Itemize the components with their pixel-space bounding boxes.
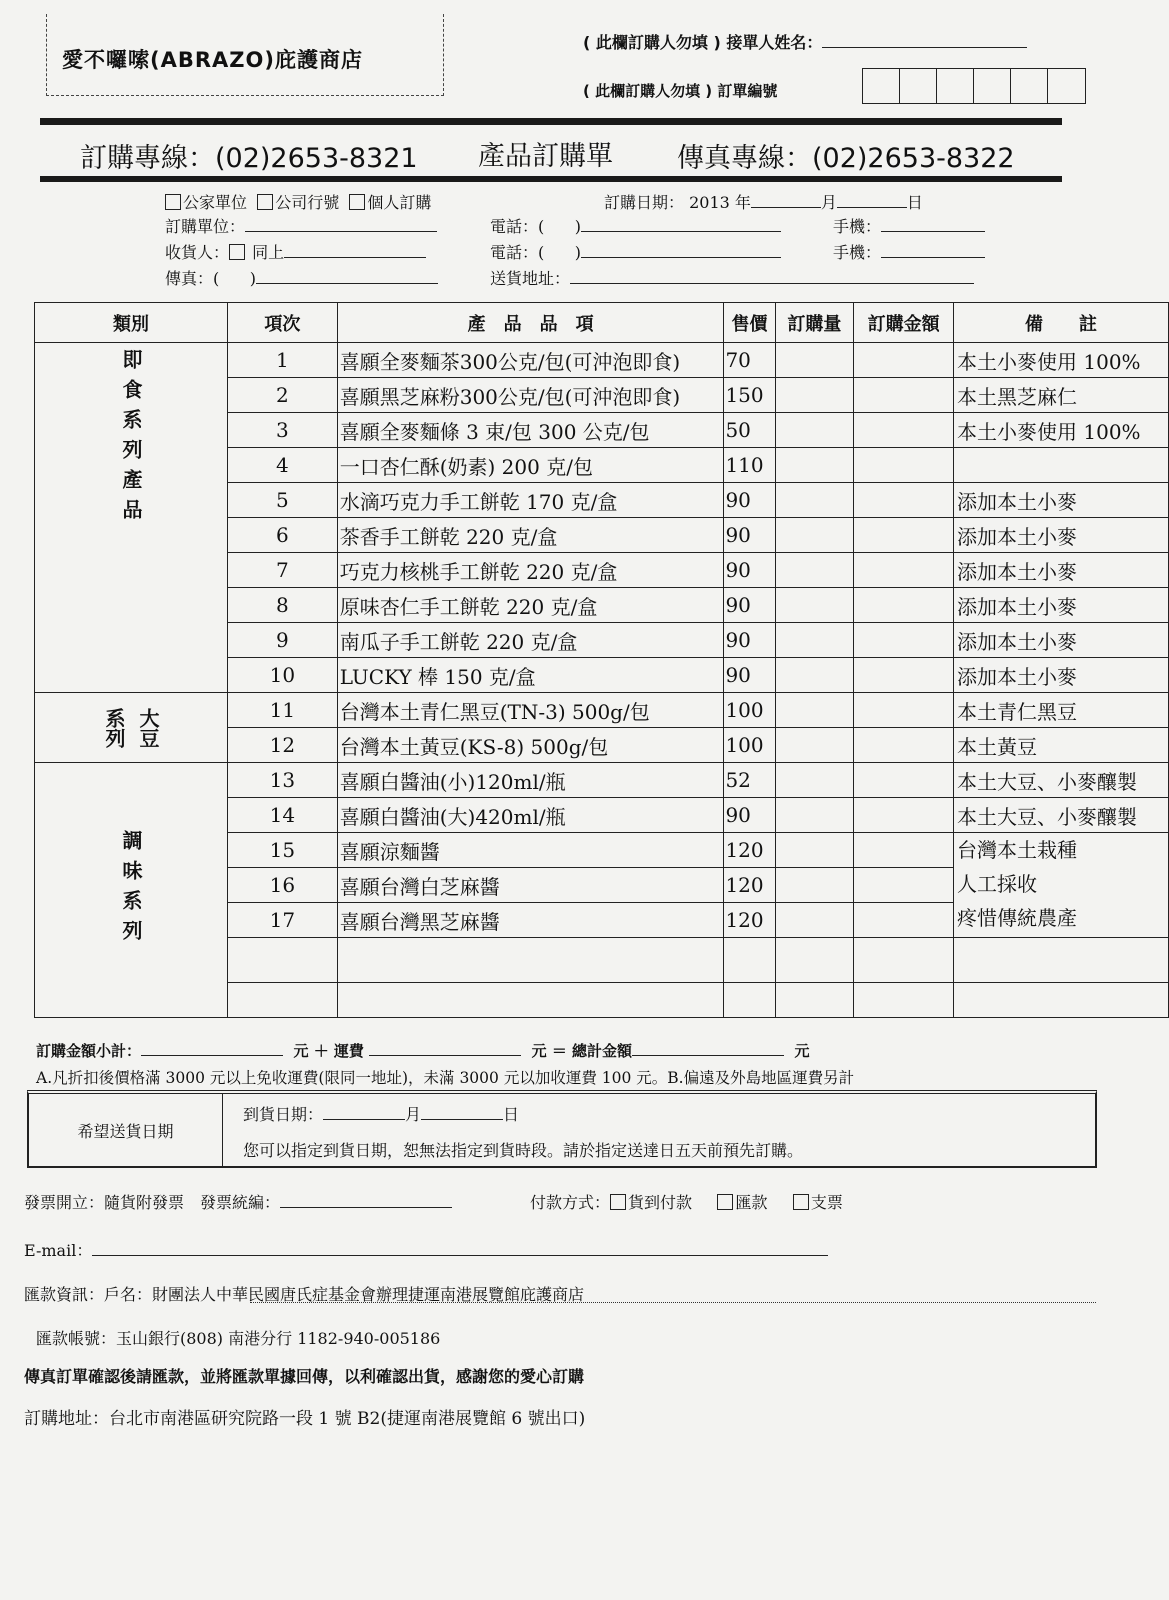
store-name: 愛不囉嗦(ABRAZO)庇護商店: [62, 48, 363, 72]
remark-line: 疼惜傳統農產: [957, 906, 1078, 930]
delivery-note: 您可以指定到貨日期，恕無法指定到貨時段。請於指定送達日五天前預先訂購。: [243, 1141, 804, 1160]
fax-hotline: 傳真專線：(02)2653-8322: [677, 143, 1015, 174]
order-table: [34, 302, 1169, 1018]
transfer-checkbox[interactable]: [717, 1194, 733, 1210]
row-qty[interactable]: [775, 983, 854, 1018]
shipping-field[interactable]: [369, 1055, 521, 1056]
row-amount[interactable]: [854, 413, 954, 448]
header-amount: 訂購金額: [854, 303, 954, 343]
order-date: 訂購日期： 2013 年 月 日: [604, 193, 923, 212]
row-product: 一口杏仁酥(奶素) 200 克/包: [337, 448, 724, 483]
row-amount[interactable]: [854, 728, 954, 763]
cat-soybean: [35, 693, 228, 763]
row-remark-group: [954, 833, 1169, 938]
row-price: 110: [724, 448, 775, 483]
row-qty[interactable]: [775, 588, 854, 623]
subtotal-field[interactable]: [141, 1055, 283, 1056]
row-product: 喜願涼麵醬: [337, 833, 724, 868]
row-price: 120: [724, 868, 775, 903]
row-no: 2: [228, 378, 338, 413]
company-checkbox[interactable]: [257, 194, 273, 210]
row-no: 11: [228, 693, 338, 728]
row-no: 3: [228, 413, 338, 448]
row-qty[interactable]: [775, 763, 854, 798]
row-qty[interactable]: [775, 378, 854, 413]
cat-seasoning: [35, 763, 228, 1018]
order-no-note: ( 此欄訂購人勿填 ) 訂單編號: [583, 82, 778, 100]
row-qty[interactable]: [775, 483, 854, 518]
row-remark: 本土小麥使用 100%: [954, 413, 1169, 448]
subtotal-row: 訂購金額小計： 元 ＋ 運費 元 ＝ 總計金額 元: [36, 1042, 810, 1060]
row-remark: 添加本土小麥: [954, 518, 1169, 553]
mobile-field-1[interactable]: [881, 231, 985, 232]
row-product: 原味杏仁手工餅乾 220 克/盒: [337, 588, 724, 623]
row-price: [724, 983, 775, 1018]
email-field[interactable]: [92, 1255, 828, 1256]
check-checkbox[interactable]: [793, 1194, 809, 1210]
row-price: 150: [724, 378, 775, 413]
address-row: 送貨地址：: [490, 266, 974, 289]
cat-soybean-series: 系列: [102, 707, 126, 748]
payment-row: 付款方式： 貨到付款 匯款 支票: [530, 1193, 843, 1212]
fax-field[interactable]: [256, 283, 438, 284]
mobile-row-2: 手機：: [833, 240, 985, 263]
header-price: 售價: [724, 303, 775, 343]
order-day-field[interactable]: [837, 207, 907, 208]
row-product: 巧克力核桃手工餅乾 220 克/盒: [337, 553, 724, 588]
row-amount[interactable]: [854, 518, 954, 553]
row-no: 12: [228, 728, 338, 763]
table-header-row: [35, 303, 1169, 343]
form-title: 產品訂購單: [478, 141, 613, 172]
row-product: 台灣本土青仁黑豆(TN-3) 500g/包: [337, 693, 724, 728]
row-amount[interactable]: [854, 903, 954, 938]
row-qty[interactable]: [775, 413, 854, 448]
row-no: 8: [228, 588, 338, 623]
row-qty[interactable]: [775, 518, 854, 553]
row-product: 台灣本土黃豆(KS-8) 500g/包: [337, 728, 724, 763]
row-qty[interactable]: [775, 833, 854, 868]
unit-row: 訂購單位：: [165, 214, 437, 237]
row-qty[interactable]: [775, 623, 854, 658]
row-remark: 添加本土小麥: [954, 553, 1169, 588]
row-price: 90: [724, 518, 775, 553]
row-price: 70: [724, 343, 775, 378]
cod-checkbox[interactable]: [610, 1194, 626, 1210]
row-no: 9: [228, 623, 338, 658]
row-remark: 添加本土小麥: [954, 483, 1169, 518]
phone-field-2[interactable]: [581, 257, 781, 258]
row-qty[interactable]: [775, 343, 854, 378]
row-product: [337, 983, 724, 1018]
order-month-field[interactable]: [751, 207, 821, 208]
row-qty[interactable]: [775, 658, 854, 693]
row-remark: 本土青仁黑豆: [954, 693, 1169, 728]
row-product: 喜願全麥麵條 3 束/包 300 公克/包: [337, 413, 724, 448]
row-product: 喜願台灣白芝麻醬: [337, 868, 724, 903]
row-price: 90: [724, 623, 775, 658]
header-no: 項次: [228, 303, 338, 343]
header-remark: 備 註: [954, 303, 1169, 343]
row-amount[interactable]: [854, 938, 954, 983]
cat-seasoning-label: 調味系列: [119, 830, 143, 950]
personal-checkbox[interactable]: [349, 194, 365, 210]
remit-info: 匯款資訊：戶名：財團法人中華民國唐氏症基金會辦理捷運南港展覽館庇護商店: [24, 1285, 585, 1304]
row-product: 南瓜子手工餅乾 220 克/盒: [337, 623, 724, 658]
phone-field-1[interactable]: [581, 231, 781, 232]
row-qty[interactable]: [775, 693, 854, 728]
row-price: 120: [724, 903, 775, 938]
row-qty[interactable]: [775, 728, 854, 763]
row-price: 50: [724, 413, 775, 448]
phone-row-2: 電話：( ): [490, 240, 781, 263]
row-remark: [954, 938, 1169, 983]
row-product: LUCKY 棒 150 克/盒: [337, 658, 724, 693]
row-no: 15: [228, 833, 338, 868]
cat-instant-label: 即食系列產品: [119, 349, 143, 529]
row-remark: [954, 448, 1169, 483]
remark-line: 人工採收: [957, 872, 1038, 896]
row-no: 14: [228, 798, 338, 833]
row-price: 90: [724, 798, 775, 833]
row-price: 100: [724, 693, 775, 728]
email-row: E-mail：: [24, 1238, 828, 1261]
arrive-day-field[interactable]: [421, 1119, 503, 1120]
row-amount[interactable]: [854, 553, 954, 588]
row-price: 90: [724, 588, 775, 623]
row-qty[interactable]: [775, 553, 854, 588]
row-qty[interactable]: [775, 868, 854, 903]
taker-note: ( 此欄訂購人勿填 ) 接單人姓名：: [583, 30, 1027, 53]
row-no: 7: [228, 553, 338, 588]
row-no: [228, 983, 338, 1018]
row-qty[interactable]: [775, 798, 854, 833]
remark-line: 台灣本土栽種: [957, 838, 1078, 862]
row-price: 52: [724, 763, 775, 798]
mobile-field-2[interactable]: [881, 257, 985, 258]
row-remark: 本土黑芝麻仁: [954, 378, 1169, 413]
order-address: 訂購地址：台北市南港區研究院路一段 1 號 B2(捷運南港展覽館 6 號出口): [24, 1409, 586, 1429]
receiver-field[interactable]: [284, 257, 426, 258]
row-qty[interactable]: [775, 448, 854, 483]
row-amount[interactable]: [854, 623, 954, 658]
row-no: 6: [228, 518, 338, 553]
row-amount[interactable]: [854, 378, 954, 413]
row-no: 17: [228, 903, 338, 938]
order-hotline: 訂購專線：(02)2653-8321: [80, 143, 418, 174]
total-field[interactable]: [632, 1055, 784, 1056]
order-type-options: 公家單位 公司行號 個人訂購: [165, 190, 431, 213]
table-row: [35, 763, 1169, 798]
remit-dotted-line: [250, 1302, 1096, 1303]
table-row: [35, 343, 1169, 378]
row-remark: 本土大豆、小麥釀製: [954, 798, 1169, 833]
receiver-row: 收貨人： 同上: [165, 240, 426, 263]
row-price: 100: [724, 728, 775, 763]
row-remark: 本土黃豆: [954, 728, 1169, 763]
row-no: 1: [228, 343, 338, 378]
unit-field[interactable]: [245, 231, 437, 232]
row-no: 4: [228, 448, 338, 483]
header-category: 類別: [35, 303, 228, 343]
row-amount[interactable]: [854, 868, 954, 903]
row-price: 90: [724, 658, 775, 693]
row-qty[interactable]: [775, 938, 854, 983]
header-qty: 訂購量: [775, 303, 854, 343]
row-remark: 本土大豆、小麥釀製: [954, 763, 1169, 798]
row-remark: 添加本土小麥: [954, 588, 1169, 623]
public-checkbox[interactable]: [165, 194, 181, 210]
arrive-month-field[interactable]: [323, 1119, 405, 1120]
row-qty[interactable]: [775, 903, 854, 938]
delivery-box: [27, 1090, 1097, 1168]
row-amount[interactable]: [854, 343, 954, 378]
row-amount[interactable]: [854, 798, 954, 833]
row-remark: 添加本土小麥: [954, 658, 1169, 693]
row-price: 90: [724, 483, 775, 518]
row-product: 喜願白醬油(小)120ml/瓶: [337, 763, 724, 798]
row-product: 喜願白醬油(大)420ml/瓶: [337, 798, 724, 833]
cat-soybean-name: 大豆: [136, 707, 160, 748]
mid-rule: [40, 176, 1062, 182]
account-info: 匯款帳號：玉山銀行(808) 南港分行 1182-940-005186: [36, 1329, 441, 1348]
row-amount[interactable]: [854, 833, 954, 868]
row-product: [337, 938, 724, 983]
row-remark: [954, 983, 1169, 1018]
row-amount[interactable]: [854, 448, 954, 483]
shipping-note: A.凡折扣後價格滿 3000 元以上免收運費(限同一地址)，未滿 3000 元以加收運費 100 元。B.偏遠及外島地區運費另計: [36, 1069, 855, 1087]
row-product: 喜願黑芝麻粉300公克/包(可沖泡即食): [337, 378, 724, 413]
row-amount[interactable]: [854, 983, 954, 1018]
row-no: 10: [228, 658, 338, 693]
row-product: 水滴巧克力手工餅乾 170 克/盒: [337, 483, 724, 518]
invoice-row: 發票開立：隨貨附發票 發票統編：: [24, 1190, 452, 1213]
delivery-label: 希望送貨日期: [29, 1094, 223, 1166]
row-no: 13: [228, 763, 338, 798]
row-no: 5: [228, 483, 338, 518]
mobile-row-1: 手機：: [833, 214, 985, 237]
row-price: 90: [724, 553, 775, 588]
row-amount[interactable]: [854, 763, 954, 798]
row-amount[interactable]: [854, 483, 954, 518]
row-amount[interactable]: [854, 588, 954, 623]
row-product: 喜願台灣黑芝麻醬: [337, 903, 724, 938]
tax-id-field[interactable]: [280, 1207, 452, 1208]
table-row: [35, 693, 1169, 728]
row-product: 茶香手工餅乾 220 克/盒: [337, 518, 724, 553]
same-as-checkbox[interactable]: [229, 244, 245, 260]
row-remark: 本土小麥使用 100%: [954, 343, 1169, 378]
address-field[interactable]: [570, 283, 974, 284]
row-product: 喜願全麥麵茶300公克/包(可沖泡即食): [337, 343, 724, 378]
cat-instant: [35, 343, 228, 693]
row-amount[interactable]: [854, 658, 954, 693]
fax-confirm-note: 傳真訂單確認後請匯款，並將匯款單據回傳，以利確認出貨，感謝您的愛心訂購: [24, 1367, 585, 1386]
row-no: 16: [228, 868, 338, 903]
arrive-date-row: 到貨日期： 月 日: [243, 1105, 520, 1124]
header-product: 產 品 品 項: [337, 303, 724, 343]
taker-name-field[interactable]: [822, 47, 1027, 48]
row-price: 120: [724, 833, 775, 868]
order-number-boxes[interactable]: [862, 68, 1086, 104]
fax-row: 傳真：( ): [165, 266, 438, 289]
row-remark: 添加本土小麥: [954, 623, 1169, 658]
top-rule: [40, 118, 1062, 125]
row-price: [724, 938, 775, 983]
row-amount[interactable]: [854, 693, 954, 728]
phone-row-1: 電話：( ): [490, 214, 781, 237]
row-no: [228, 938, 338, 983]
